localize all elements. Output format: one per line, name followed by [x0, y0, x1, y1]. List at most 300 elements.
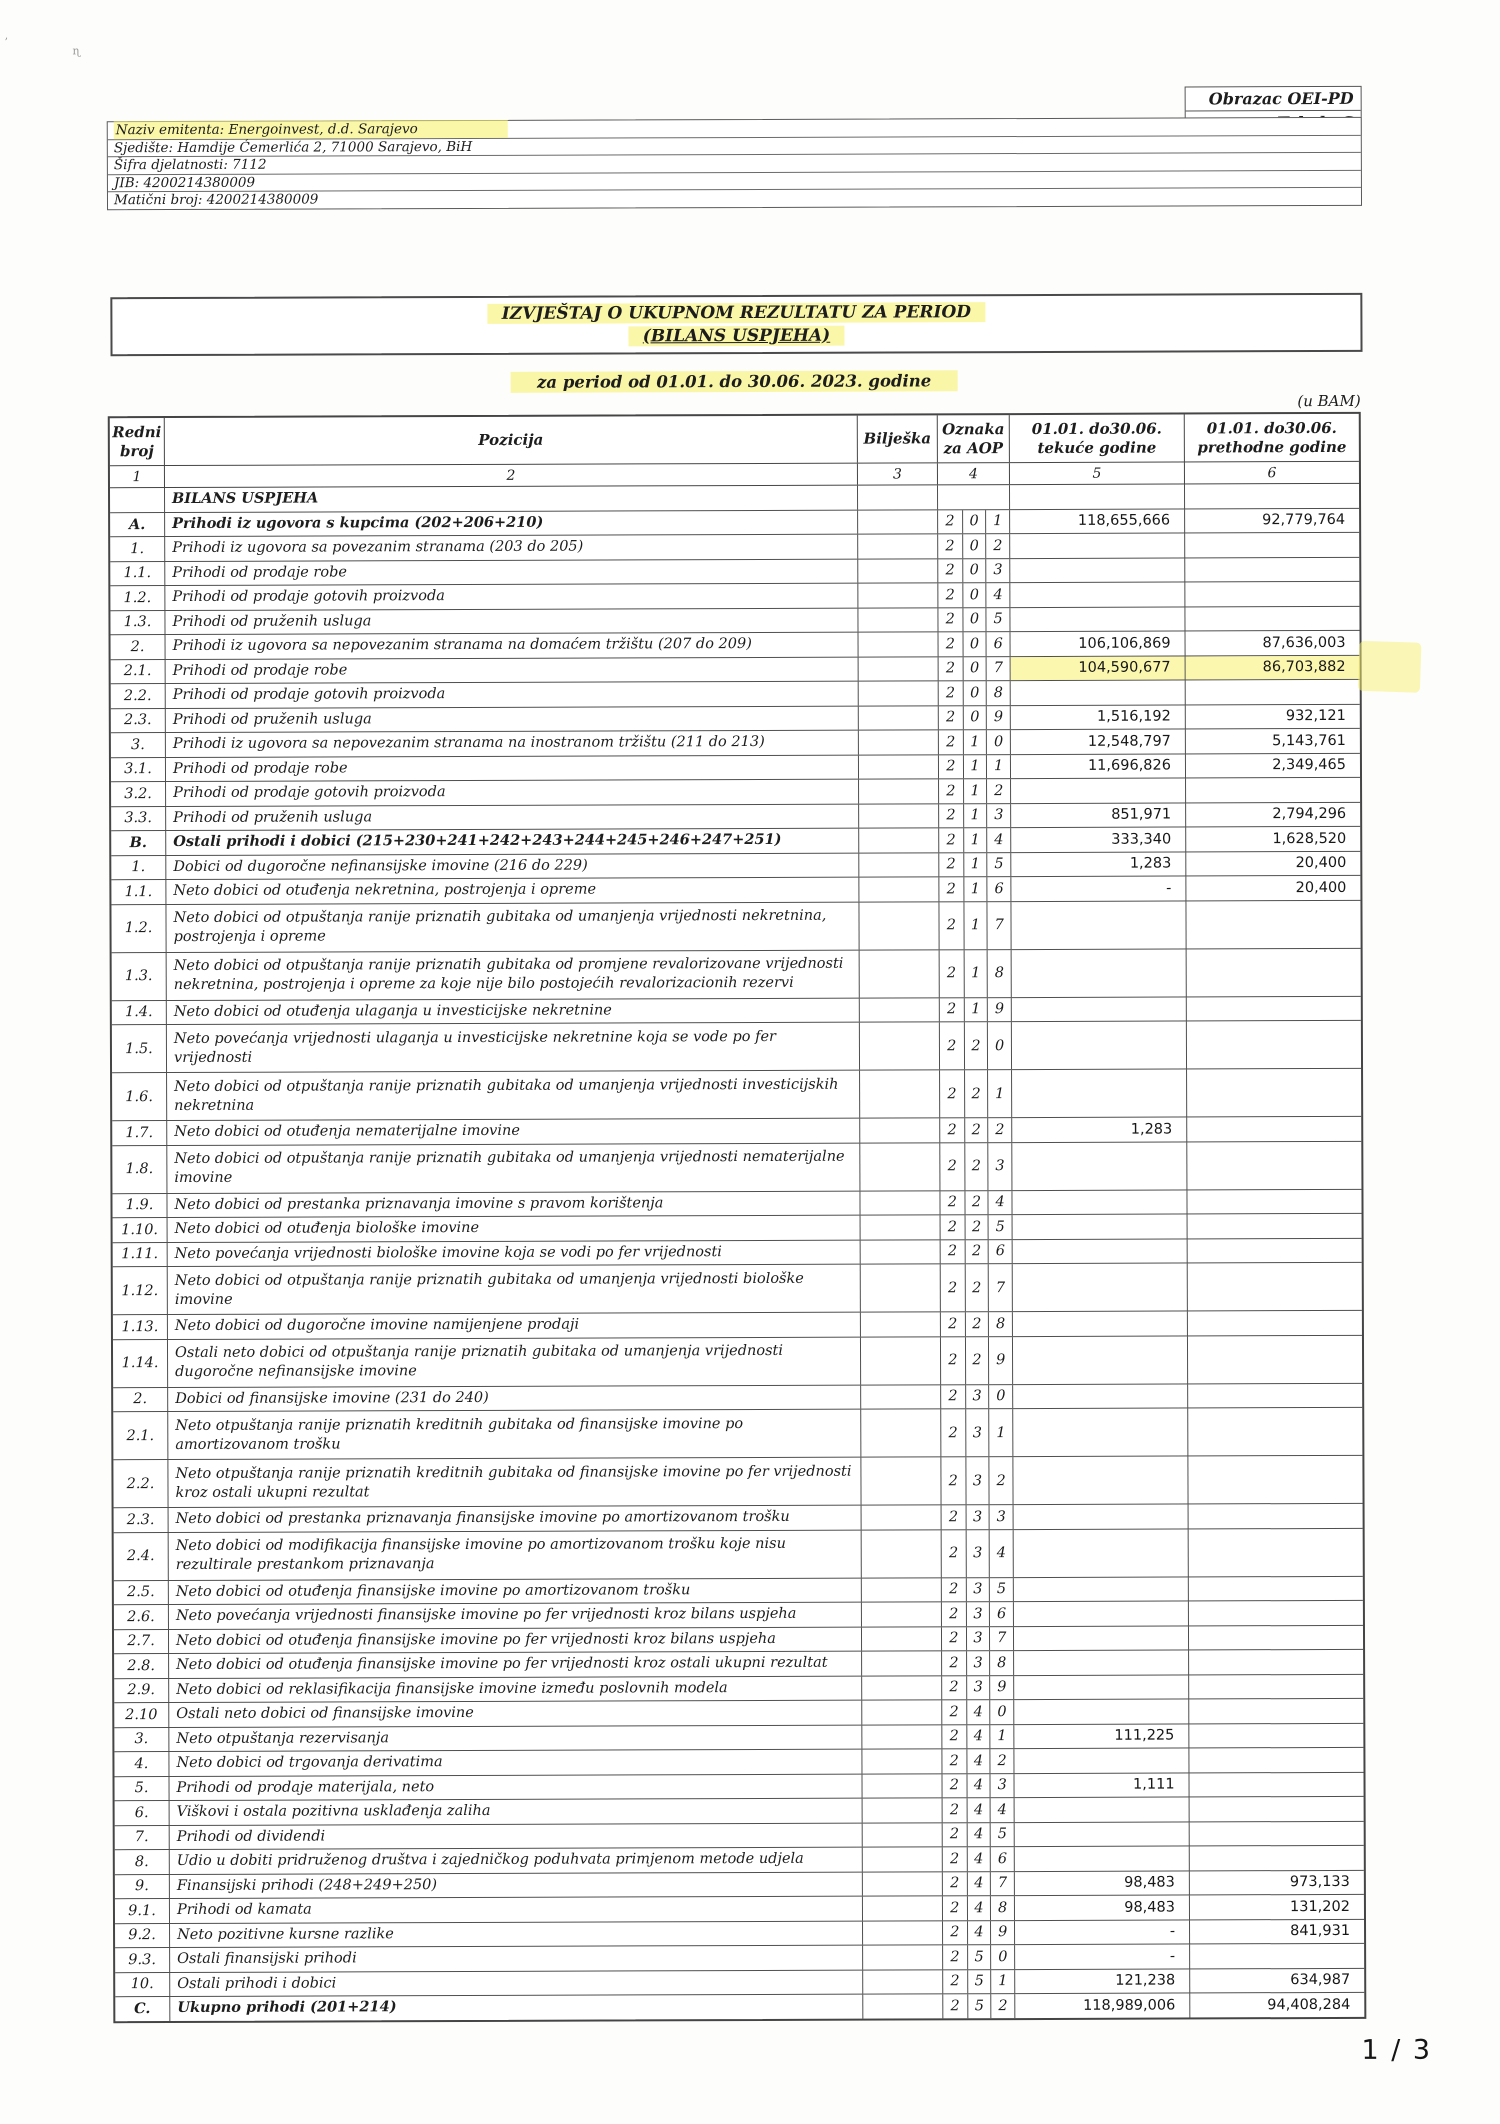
aop-code	[939, 828, 1011, 852]
value-current-year: -	[1015, 1944, 1190, 1968]
aop-code	[942, 1578, 1014, 1602]
value-previous-year	[1185, 582, 1359, 606]
position-label: Prihodi od pruženih usluga	[166, 706, 859, 732]
note-cell	[862, 1676, 942, 1700]
position-label: Neto otpuštanja ranije priznatih kreditnih gubitaka od finansijske imovine po fer vrijednosti kroz ostali ukupni rezultat	[168, 1458, 861, 1507]
position-label: Prihodi od prodaje robe	[166, 657, 859, 683]
table-row	[112, 1021, 1361, 1073]
aop-digit: 8	[986, 681, 1010, 705]
aop-digit: 2	[946, 758, 956, 775]
value-previous-year	[1187, 948, 1361, 996]
table-row	[114, 1528, 1363, 1580]
aop-digit: 2	[948, 1545, 959, 1562]
aop-digit: 2	[949, 1606, 959, 1623]
value-previous-year	[1189, 1723, 1363, 1747]
row-number: 1.5.	[112, 1025, 167, 1072]
position-label: Ostali finansijski prihodi	[170, 1946, 863, 1972]
value-previous-year	[1187, 1141, 1361, 1189]
aop-digit: 0	[962, 583, 986, 607]
aop-code	[939, 877, 1011, 901]
aop-digit: 9	[986, 706, 1010, 730]
aop-code	[941, 1409, 1013, 1456]
row-number: 3.3.	[111, 807, 166, 831]
row-number: 1.8.	[112, 1146, 167, 1193]
position-label: Prihodi od prodaje materijala, neto	[169, 1774, 862, 1800]
header-previous-year: 01.01. do30.06. prethodne godine	[1197, 418, 1347, 456]
aop-digit: 1	[991, 1970, 1015, 1994]
value-current-year	[1010, 607, 1185, 631]
aop-digit: 2	[947, 1122, 957, 1139]
note-cell	[862, 1774, 942, 1798]
aop-digit: 2	[949, 1655, 959, 1672]
row-number	[110, 488, 165, 512]
value-current-year: 1,283	[1011, 852, 1186, 876]
aop-code	[940, 998, 1012, 1022]
aop-digit: 6	[989, 1602, 1013, 1626]
note-cell	[860, 1022, 940, 1069]
position-label: Neto dobici od prestanka priznavanja imovine s pravom korištenja	[167, 1191, 860, 1217]
row-number: 1.6.	[112, 1073, 167, 1120]
aop-code	[940, 1191, 1012, 1215]
note-cell	[860, 1118, 940, 1142]
aop-digit: 2	[948, 1472, 958, 1489]
value-current-year	[1013, 1408, 1188, 1456]
aop-digit: 2	[947, 1085, 957, 1102]
row-number: 2.5.	[114, 1581, 169, 1605]
row-number: 1.1.	[110, 562, 165, 586]
position-label: Prihodi iz ugovora sa nepovezanim stranama na domaćem tržištu (207 do 209)	[166, 633, 859, 659]
position-label: Neto dobici od prestanka priznavanja finansijske imovine po amortizovanom trošku	[169, 1506, 862, 1532]
aop-digit: 2	[945, 709, 956, 726]
note-cell	[858, 608, 938, 632]
aop-digit: 6	[986, 632, 1010, 656]
position-label: Viškovi i ostala pozitivna usklađenja zaliha	[170, 1799, 863, 1825]
aop-code	[939, 853, 1011, 877]
aop-code	[942, 1651, 1014, 1675]
aop-digit: 3	[986, 559, 1010, 583]
aop-digit: 1	[963, 730, 987, 754]
position-label: Prihodi od prodaje robe	[165, 559, 858, 585]
note-cell	[861, 1264, 941, 1311]
note-cell	[862, 1651, 942, 1675]
aop-digit: 5	[988, 1215, 1012, 1239]
aop-digit: 4	[966, 1774, 990, 1798]
aop-code	[942, 1774, 1014, 1798]
aop-digit: 1	[990, 1725, 1014, 1749]
aop-digit: 2	[986, 779, 1010, 803]
note-cell	[861, 1385, 941, 1409]
aop-digit: 8	[989, 1651, 1013, 1675]
aop-digit: 1	[985, 510, 1009, 534]
row-number: 2.4.	[114, 1533, 169, 1580]
aop-digit: 2	[950, 1973, 960, 1990]
aop-code	[940, 1022, 1012, 1069]
scan-speck: ’	[4, 35, 8, 49]
aop-digit: 2	[946, 783, 956, 800]
table-row	[113, 1335, 1362, 1387]
aop-code	[939, 755, 1011, 779]
note-cell	[863, 1798, 943, 1822]
aop-digit: 3	[986, 804, 1010, 828]
aop-code	[941, 1264, 1013, 1311]
aop-digit: 2	[950, 1875, 960, 1892]
aop-digit: 2	[949, 1777, 959, 1794]
position-label: Prihodi od kamata	[170, 1897, 863, 1923]
note-cell	[863, 1994, 943, 2018]
value-current-year	[1014, 1601, 1189, 1625]
value-current-year: 121,238	[1015, 1969, 1190, 1993]
aop-digit: 2	[947, 1279, 958, 1296]
value-current-year	[1012, 949, 1187, 997]
aop-code	[939, 779, 1011, 803]
value-previous-year	[1190, 1821, 1364, 1845]
aop-digit: 3	[966, 1651, 990, 1675]
aop-digit: 2	[949, 1581, 959, 1598]
row-number: 1.	[110, 537, 165, 561]
value-previous-year	[1187, 1069, 1361, 1117]
note-cell	[860, 1143, 940, 1190]
aop-digit: 0	[962, 706, 986, 730]
value-current-year: 118,989,006	[1015, 1993, 1190, 2017]
row-number: 2.9.	[114, 1679, 169, 1703]
aop-digit: 2	[947, 1243, 958, 1260]
aop-digit: 5	[967, 1994, 991, 2018]
row-number: 1.14.	[113, 1340, 168, 1387]
value-current-year	[1015, 1797, 1190, 1821]
aop-digit: 0	[988, 1385, 1012, 1409]
aop-digit: 2	[950, 1900, 960, 1917]
aop-digit: 0	[990, 1700, 1014, 1724]
value-previous-year: 841,931	[1290, 1923, 1351, 1940]
aop-digit: 0	[962, 657, 986, 681]
row-number: 1.2.	[111, 905, 166, 952]
row-number: 1.4.	[112, 1001, 167, 1025]
aop-digit: 4	[966, 1700, 990, 1724]
value-current-year: 98,483	[1015, 1871, 1190, 1895]
value-previous-year	[1188, 1214, 1362, 1238]
aop-digit: 4	[966, 1823, 990, 1847]
aop-code	[943, 1994, 1015, 2018]
row-number: 1.9.	[112, 1194, 167, 1218]
note-cell	[862, 1505, 942, 1529]
aop-digit: 2	[945, 685, 956, 702]
aop-digit: 5	[990, 1823, 1014, 1847]
aop-digit: 2	[989, 1457, 1013, 1504]
aop-digit: 2	[950, 1924, 960, 1941]
aop-digit: 0	[962, 534, 986, 558]
note-cell	[858, 534, 938, 558]
value-current-year	[1013, 1214, 1188, 1238]
aop-digit: 4	[967, 1921, 991, 1945]
value-previous-year	[1189, 1576, 1363, 1600]
aop-code	[939, 681, 1011, 705]
note-cell	[859, 755, 939, 779]
aop-digit: 7	[987, 902, 1011, 949]
page-number: 1 / 3	[1361, 2034, 1433, 2066]
aop-code	[943, 1798, 1015, 1822]
value-previous-year: 94,408,284	[1267, 1996, 1351, 2013]
aop-digit: 4	[967, 1896, 991, 1920]
position-label: Neto dobici od reklasifikacija finansijske imovine između poslovnih modela	[169, 1676, 862, 1702]
aop-digit: 0	[962, 608, 986, 632]
value-previous-year: 634,987	[1290, 1972, 1351, 1989]
highlighter-mark	[1358, 641, 1422, 693]
aop-digit: 3	[966, 1602, 990, 1626]
aop-code	[939, 706, 1011, 730]
value-current-year	[1014, 1675, 1189, 1699]
note-cell	[861, 1312, 941, 1336]
aop-digit: 6	[987, 877, 1011, 901]
value-previous-year	[1188, 1311, 1362, 1335]
value-previous-year	[1189, 1504, 1363, 1528]
note-cell	[860, 950, 940, 997]
aop-digit: 2	[965, 1337, 989, 1384]
aop-digit: 2	[946, 856, 956, 873]
aop-code	[942, 1627, 1014, 1651]
scan-speck: ɳ	[72, 44, 81, 58]
position-label: Neto dobici od otpuštanja ranije priznatih gubitaka od umanjenja vrijednosti nekretnina, postrojenja i opreme	[166, 902, 859, 951]
row-number: 2.2.	[111, 684, 166, 708]
aop-digit: 1	[963, 877, 987, 901]
rows-container	[110, 484, 1364, 2021]
value-previous-year	[1190, 1797, 1364, 1821]
value-current-year	[1012, 997, 1187, 1021]
value-current-year	[1015, 1822, 1190, 1846]
aop-code	[941, 1385, 1013, 1409]
row-number: 1.3.	[110, 611, 165, 635]
value-previous-year: 131,202	[1289, 1898, 1350, 1915]
aop-digit: 2	[949, 1630, 959, 1647]
aop-digit: 2	[945, 660, 956, 677]
value-previous-year	[1188, 1383, 1362, 1407]
position-label: Ostali prihodi i dobici	[170, 1970, 863, 1996]
header-aop: Oznaka za AOP	[938, 415, 1010, 462]
aop-digit: 3	[966, 1627, 990, 1651]
value-previous-year	[1187, 1021, 1361, 1069]
row-number: 3.	[114, 1728, 169, 1752]
position-label: Neto povećanja vrijednosti ulaganja u investicijske nekretnine koja se vode po fer vrijednosti	[167, 1023, 860, 1072]
aop-digit: 4	[988, 1191, 1012, 1215]
aop-digit: 5	[987, 853, 1011, 877]
position-label: Neto dobici od otuđenja ulaganja u investicijske nekretnine	[167, 998, 860, 1024]
position-label: Neto dobici od otpuštanja ranije priznatih gubitaka od umanjenja vrijednosti investicijskih nekretnina	[167, 1071, 860, 1120]
value-previous-year	[1189, 1674, 1363, 1698]
aop-code	[941, 1312, 1013, 1336]
aop-code	[938, 559, 1010, 583]
aop-digit: 7	[986, 657, 1010, 681]
value-current-year: 1,111	[1014, 1773, 1189, 1797]
row-number: 9.3.	[115, 1948, 170, 1972]
value-current-year	[1013, 1456, 1188, 1504]
row-number: 2.7.	[114, 1630, 169, 1654]
aop-digit: 2	[947, 1194, 957, 1211]
row-number: C.	[115, 1997, 170, 2021]
table-row	[113, 1263, 1362, 1315]
value-previous-year	[1190, 1846, 1364, 1870]
aop-digit: 0	[962, 681, 986, 705]
aop-digit: 2	[948, 1388, 958, 1405]
aop-code	[939, 902, 1011, 949]
aop-digit: 9	[987, 998, 1011, 1022]
row-number: 1.2.	[110, 586, 165, 610]
note-cell	[861, 1240, 941, 1264]
value-previous-year: 20,400	[1295, 855, 1347, 872]
aop-code	[941, 1337, 1013, 1384]
row-number: 2.1.	[111, 660, 166, 684]
aop-code	[940, 1070, 1012, 1117]
position-label: Dobici od dugoročne nefinansijske imovine (216 do 229)	[166, 853, 859, 879]
row-number: 3.2.	[111, 782, 166, 806]
aop-digit: 2	[949, 1826, 960, 1843]
aop-digit: 1	[963, 779, 987, 803]
value-previous-year	[1188, 1335, 1362, 1383]
aop-digit: 9	[988, 1337, 1012, 1384]
value-current-year: 333,340	[1011, 827, 1186, 851]
header-biljeska: Bilješka	[858, 415, 938, 462]
aop-digit: 1	[963, 828, 987, 852]
aop-code	[941, 1457, 1013, 1504]
value-previous-year	[1189, 1772, 1363, 1796]
aop-code	[943, 1945, 1015, 1969]
value-previous-year	[1185, 606, 1359, 630]
form-code: Obrazac OEI-PD	[1186, 87, 1361, 112]
note-cell	[862, 1627, 942, 1651]
aop-digit: 2	[946, 807, 956, 824]
aop-code	[942, 1505, 1014, 1529]
aop-digit: 4	[966, 1725, 990, 1749]
aop-digit: 0	[990, 1945, 1014, 1969]
note-cell	[859, 902, 939, 949]
aop-code	[942, 1725, 1014, 1749]
row-number: 1.7.	[112, 1121, 167, 1145]
aop-digit: 6	[988, 1240, 1012, 1264]
value-previous-year	[1189, 1699, 1363, 1723]
company-info-box	[107, 117, 1362, 210]
position-label: Neto dobici od modifikacija finansijske imovine po amortizovanom trošku koje nisu rezultirale prestankom priznavanja	[169, 1530, 862, 1579]
aop-digit: 9	[990, 1921, 1014, 1945]
position-label: Prihodi od pruženih usluga	[165, 608, 858, 634]
aop-digit: 2	[945, 587, 955, 604]
aop-digit: 3	[966, 1676, 990, 1700]
value-current-year	[1014, 1626, 1189, 1650]
value-previous-year	[1186, 900, 1360, 948]
position-label: Neto dobici od otuđenja finansijske imovine po fer vrijednosti kroz bilans uspjeha	[169, 1627, 862, 1653]
aop-code	[942, 1602, 1014, 1626]
aop-code	[942, 1749, 1014, 1773]
note-cell	[859, 706, 939, 730]
value-previous-year	[1187, 1117, 1361, 1141]
aop-digit: 1	[989, 1409, 1013, 1456]
position-label: Prihodi iz ugovora sa povezanim stranama (203 do 205)	[165, 535, 858, 561]
aop-digit: 2	[947, 1158, 957, 1175]
aop-code	[943, 1823, 1015, 1847]
note-cell	[859, 877, 939, 901]
value-previous-year: 973,133	[1289, 1874, 1350, 1891]
aop-digit: 3	[990, 1774, 1014, 1798]
aop-digit: 3	[989, 1505, 1013, 1529]
company-name-line: Naziv emitenta: Energoinvest, d.d. Sarajevo	[108, 118, 1361, 140]
value-previous-year	[1188, 1456, 1362, 1504]
note-cell	[863, 1872, 943, 1896]
aop-digit: 1	[963, 853, 987, 877]
aop-digit: 2	[948, 1352, 958, 1369]
position-label: Prihodi od pruženih usluga	[166, 804, 859, 830]
report-subtitle: (BILANS USPJEHA)	[629, 324, 845, 348]
value-current-year	[1013, 1336, 1188, 1384]
report-title: IZVJEŠTAJ O UKUPNOM REZULTATU ZA PERIOD	[488, 301, 985, 326]
aop-digit: 2	[964, 1143, 988, 1190]
aop-digit: 2	[991, 1994, 1015, 2018]
value-previous-year: 5,143,761	[1272, 732, 1346, 749]
value-current-year: 111,225	[1014, 1724, 1189, 1748]
table-row	[112, 1069, 1361, 1121]
aop-digit: 2	[946, 1001, 957, 1018]
aop-digit: 1	[963, 804, 987, 828]
aop-digit: 3	[988, 1143, 1012, 1190]
position-label: Prihodi od prodaje gotovih proizvoda	[166, 682, 859, 708]
aop-digit: 2	[949, 1679, 959, 1696]
aop-digit: 3	[965, 1409, 989, 1456]
note-cell	[859, 853, 939, 877]
note-cell	[860, 1070, 940, 1117]
note-cell	[863, 1970, 943, 1994]
value-previous-year: 2,349,465	[1272, 757, 1347, 774]
value-current-year	[1012, 1142, 1187, 1190]
row-number: 9.1.	[115, 1899, 170, 1923]
position-label: Neto povećanja vrijednosti finansijske imovine po fer vrijednosti kroz bilans uspjeha	[169, 1603, 862, 1629]
aop-digit: 4	[966, 1847, 990, 1871]
company-registry-line: Matični broj: 4200214380009	[113, 191, 319, 209]
aop-digit: 2	[949, 1704, 959, 1721]
value-current-year	[1010, 484, 1185, 508]
value-current-year	[1014, 1529, 1189, 1577]
aop-digit: 4	[989, 1530, 1013, 1577]
position-label: Finansijski prihodi (248+249+250)	[170, 1872, 863, 1898]
note-cell	[861, 1409, 941, 1456]
value-current-year	[1014, 1748, 1189, 1772]
header-current-year: 01.01. do30.06. tekuće godine	[1010, 414, 1185, 462]
aop-code	[942, 1676, 1014, 1700]
aop-code	[940, 1118, 1012, 1142]
aop-digit: 2	[948, 1509, 959, 1526]
position-label: Prihodi od prodaje gotovih proizvoda	[165, 584, 858, 610]
aop-digit: 4	[966, 1749, 990, 1773]
position-label: Neto dobici od otpuštanja ranije priznatih gubitaka od umanjenja vrijednosti nematerijalne imovine	[167, 1143, 860, 1192]
value-current-year	[1011, 778, 1186, 802]
row-number: B.	[111, 831, 166, 855]
value-current-year	[1013, 1384, 1188, 1408]
aop-code	[943, 1847, 1015, 1871]
value-current-year: 104,590,677	[1011, 656, 1186, 680]
value-current-year	[1014, 1699, 1189, 1723]
aop-digit: 1	[987, 1070, 1011, 1117]
row-number: 5.	[114, 1777, 169, 1801]
aop-digit: 2	[945, 538, 955, 555]
aop-digit: 2	[964, 1118, 988, 1142]
aop-digit: 1	[963, 902, 987, 949]
aop-code	[942, 1700, 1014, 1724]
aop-digit: 7	[988, 1264, 1012, 1311]
value-current-year: 1,283	[1012, 1117, 1187, 1141]
note-cell	[861, 1337, 941, 1384]
value-current-year	[1012, 1190, 1187, 1214]
table-row	[112, 948, 1361, 1000]
value-previous-year	[1185, 557, 1359, 581]
aop-digit: 8	[987, 950, 1011, 997]
report-period: za period od 01.01. do 30.06. 2023. godine	[108, 370, 1361, 393]
position-label: Dobici od finansijske imovine (231 do 240)	[168, 1385, 861, 1411]
aop-digit: 3	[965, 1578, 989, 1602]
